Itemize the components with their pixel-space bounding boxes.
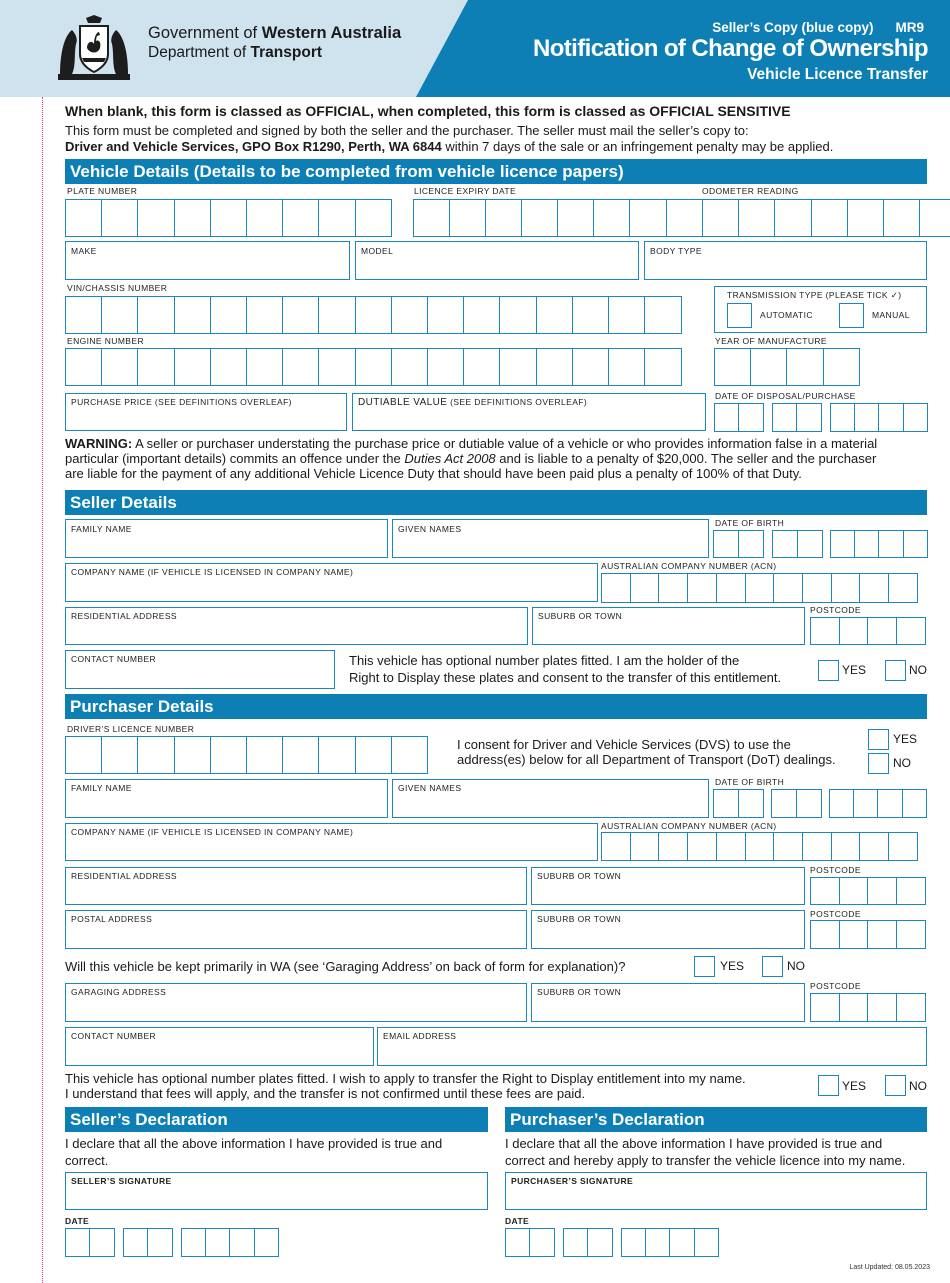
- wa-garaging-yes-label: YES: [720, 959, 745, 973]
- consent-statement-2: address(es) below for all Department of Transport (DoT) dealings.: [457, 752, 836, 767]
- seller-company-name-label: COMPANY NAME (IF VEHICLE IS LICENSED IN COMPANY NAME): [71, 567, 354, 577]
- licence-expiry-label: LICENCE EXPIRY DATE: [414, 186, 517, 196]
- seller-plates-yes-label: YES: [842, 663, 867, 677]
- warning-line-1: WARNING: A seller or purchaser understating the purchase price or dutiable value of a vehicle or who provides information false in a material: [65, 436, 878, 451]
- postal-suburb-label: SUBURB OR TOWN: [537, 914, 622, 924]
- manual-checkbox[interactable]: [839, 303, 864, 328]
- warning-line-2: particular (important details) commits an offence under the Duties Act 2008 and is liable to a penalty of $20,000. The seller and the purchaser: [65, 451, 877, 466]
- driver-licence-label: DRIVER’S LICENCE NUMBER: [67, 724, 195, 734]
- form-code: MR9: [895, 20, 924, 35]
- purchaser-residential-address-label: RESIDENTIAL ADDRESS: [71, 871, 178, 881]
- seller-declaration-line-2: correct.: [65, 1153, 109, 1168]
- seller-postcode-field[interactable]: [810, 617, 925, 645]
- seller-dob-year-field[interactable]: [830, 530, 927, 558]
- odometer-label: ODOMETER READING: [702, 186, 799, 196]
- vehicle-details-header: Vehicle Details (Details to be completed from vehicle licence papers): [65, 159, 927, 184]
- department-name: Department of Transport: [148, 44, 323, 61]
- purchaser-suburb-label: SUBURB OR TOWN: [537, 871, 622, 881]
- year-of-manufacture-label: YEAR OF MANUFACTURE: [715, 336, 827, 346]
- purchaser-declaration-line-1: I declare that all the above information I have provided is true and: [505, 1136, 883, 1151]
- make-label: MAKE: [71, 246, 97, 256]
- dutiable-value-label: DUTIABLE VALUE (SEE DEFINITIONS OVERLEAF): [358, 397, 588, 408]
- purchaser-declaration-header: Purchaser’s Declaration: [505, 1107, 927, 1132]
- seller-family-name-label: FAMILY NAME: [71, 524, 132, 534]
- purchaser-dob-day-field[interactable]: [713, 789, 762, 818]
- purchaser-acn-field[interactable]: [601, 832, 917, 861]
- seller-postcode-label: POSTCODE: [810, 605, 861, 615]
- seller-acn-field[interactable]: [601, 573, 917, 603]
- manual-label: MANUAL: [872, 310, 910, 320]
- seller-dob-label: DATE OF BIRTH: [715, 518, 785, 528]
- seller-date-label: DATE: [65, 1216, 90, 1226]
- purchaser-contact-number-label: CONTACT NUMBER: [71, 1031, 157, 1041]
- odometer-field[interactable]: [702, 199, 950, 237]
- automatic-checkbox[interactable]: [727, 303, 752, 328]
- disposal-month-field[interactable]: [772, 403, 820, 432]
- form-subtitle: Vehicle Licence Transfer: [747, 66, 928, 83]
- purchaser-plates-no-checkbox[interactable]: [885, 1075, 906, 1096]
- classification-notice: When blank, this form is classed as OFFICIAL, when completed, this form is classed as OFFICIAL SENSITIVE: [65, 103, 791, 119]
- purchaser-company-name-label: COMPANY NAME (IF VEHICLE IS LICENSED IN COMPANY NAME): [71, 827, 354, 837]
- automatic-label: AUTOMATIC: [760, 310, 813, 320]
- seller-date-day-field[interactable]: [65, 1228, 113, 1257]
- purchaser-postcode-label: POSTCODE: [810, 865, 861, 875]
- form-title: Notification of Change of Ownership: [533, 35, 928, 62]
- seller-plates-yes-checkbox[interactable]: [818, 660, 839, 681]
- postal-postcode-label: POSTCODE: [810, 909, 861, 919]
- licence-expiry-month-field[interactable]: [485, 199, 557, 237]
- purchaser-plates-no-label: NO: [909, 1079, 927, 1093]
- purchaser-declaration-line-2: correct and hereby apply to transfer the vehicle licence into my name.: [505, 1153, 906, 1168]
- wa-garaging-yes-checkbox[interactable]: [694, 956, 715, 977]
- purchaser-details-header: Purchaser Details: [65, 694, 927, 719]
- vin-label: VIN/CHASSIS NUMBER: [67, 283, 168, 293]
- disposal-day-field[interactable]: [714, 403, 762, 432]
- plate-number-field[interactable]: [65, 199, 391, 237]
- purchaser-plates-statement-2: I understand that fees will apply, and the transfer is not confirmed until these fees are paid.: [65, 1086, 586, 1101]
- intro-line-1: This form must be completed and signed by both the seller and the purchaser. The seller must mail the seller’s copy to:: [65, 123, 749, 138]
- purchaser-plates-yes-label: YES: [842, 1079, 867, 1093]
- vin-field[interactable]: [65, 296, 680, 334]
- purchaser-dob-month-field[interactable]: [771, 789, 820, 818]
- consent-no-checkbox[interactable]: [868, 753, 889, 774]
- seller-plates-no-checkbox[interactable]: [885, 660, 906, 681]
- purchaser-given-names-label: GIVEN NAMES: [398, 783, 462, 793]
- seller-dob-month-field[interactable]: [772, 530, 821, 558]
- seller-acn-label: AUSTRALIAN COMPANY NUMBER (ACN): [601, 561, 777, 571]
- warning-line-3: are liable for the payment of any additional Vehicle Licence Duty that should have been paid plus a penalty of 100% of that Duty.: [65, 466, 802, 481]
- garaging-suburb-label: SUBURB OR TOWN: [537, 987, 622, 997]
- purchaser-postcode-field[interactable]: [810, 877, 925, 905]
- disposal-year-field[interactable]: [830, 403, 927, 432]
- driver-licence-field[interactable]: [65, 736, 427, 774]
- consent-yes-label: YES: [893, 732, 918, 746]
- seller-plates-statement-1: This vehicle has optional number plates fitted. I am the holder of the: [349, 653, 740, 668]
- consent-yes-checkbox[interactable]: [868, 729, 889, 750]
- purchaser-acn-label: AUSTRALIAN COMPANY NUMBER (ACN): [601, 821, 777, 831]
- email-address-field[interactable]: [377, 1027, 927, 1066]
- seller-declaration-header: Seller’s Declaration: [65, 1107, 488, 1132]
- body-type-label: BODY TYPE: [650, 246, 702, 256]
- postal-postcode-field[interactable]: [810, 920, 925, 949]
- seller-date-year-field[interactable]: [181, 1228, 278, 1257]
- purchaser-family-name-label: FAMILY NAME: [71, 783, 132, 793]
- wa-garaging-no-label: NO: [787, 959, 805, 973]
- seller-plates-statement-2: Right to Display these plates and consent to the transfer of this entitlement.: [349, 670, 782, 685]
- seller-suburb-label: SUBURB OR TOWN: [538, 611, 623, 621]
- seller-date-month-field[interactable]: [123, 1228, 171, 1257]
- last-updated: Last Updated: 08.05.2023: [849, 1264, 930, 1271]
- purchaser-date-month-field[interactable]: [563, 1228, 611, 1257]
- seller-given-names-label: GIVEN NAMES: [398, 524, 462, 534]
- cut-line: [42, 97, 43, 1283]
- plate-number-label: PLATE NUMBER: [67, 186, 138, 196]
- purchaser-date-label: DATE: [505, 1216, 530, 1226]
- purchaser-date-year-field[interactable]: [621, 1228, 718, 1257]
- licence-expiry-day-field[interactable]: [413, 199, 485, 237]
- consent-statement-1: I consent for Driver and Vehicle Services (DVS) to use the: [457, 737, 791, 752]
- copy-designation: Seller’s Copy (blue copy) MR9: [712, 20, 924, 35]
- garaging-postcode-field[interactable]: [810, 993, 925, 1022]
- transmission-label: TRANSMISSION TYPE (PLEASE TICK ✓): [727, 290, 902, 300]
- wa-coat-of-arms-icon: [56, 14, 132, 84]
- purchase-price-label: PURCHASE PRICE (SEE DEFINITIONS OVERLEAF): [71, 397, 292, 407]
- purchaser-date-day-field[interactable]: [505, 1228, 553, 1257]
- government-name: Government of Western Australia: [148, 24, 402, 42]
- purchaser-plates-yes-checkbox[interactable]: [818, 1075, 839, 1096]
- licence-expiry-year-field[interactable]: [557, 199, 702, 237]
- purchaser-signature-label: PURCHASER’S SIGNATURE: [511, 1176, 634, 1186]
- date-of-disposal-label: DATE OF DISPOSAL/PURCHASE: [715, 391, 856, 401]
- seller-declaration-line-1: I declare that all the above information I have provided is true and: [65, 1136, 443, 1151]
- email-address-label: EMAIL ADDRESS: [383, 1031, 457, 1041]
- postal-address-label: POSTAL ADDRESS: [71, 914, 153, 924]
- consent-no-label: NO: [893, 756, 911, 770]
- engine-number-label: ENGINE NUMBER: [67, 336, 144, 346]
- seller-residential-address-label: RESIDENTIAL ADDRESS: [71, 611, 178, 621]
- model-label: MODEL: [361, 246, 394, 256]
- purchaser-plates-statement-1: This vehicle has optional number plates fitted. I wish to apply to transfer the Right to Display entitlement into my name.: [65, 1071, 746, 1086]
- purchaser-dob-label: DATE OF BIRTH: [715, 777, 785, 787]
- intro-line-2: Driver and Vehicle Services, GPO Box R1290, Perth, WA 6844 within 7 days of the sale or an infringement penalty may be applied.: [65, 139, 834, 154]
- seller-dob-day-field[interactable]: [713, 530, 762, 558]
- purchaser-dob-year-field[interactable]: [829, 789, 926, 818]
- garaging-postcode-label: POSTCODE: [810, 981, 861, 991]
- wa-garaging-no-checkbox[interactable]: [762, 956, 783, 977]
- seller-details-header: Seller Details: [65, 490, 927, 515]
- seller-plates-no-label: NO: [909, 663, 927, 677]
- year-of-manufacture-field[interactable]: [714, 348, 859, 386]
- engine-number-field[interactable]: [65, 348, 680, 386]
- make-field[interactable]: [65, 241, 350, 280]
- model-field[interactable]: [355, 241, 639, 280]
- seller-signature-label: SELLER’S SIGNATURE: [71, 1176, 172, 1186]
- wa-garaging-question: Will this vehicle be kept primarily in WA (see ‘Garaging Address’ on back of form for explanation)?: [65, 959, 626, 974]
- seller-contact-number-label: CONTACT NUMBER: [71, 654, 157, 664]
- garaging-address-label: GARAGING ADDRESS: [71, 987, 167, 997]
